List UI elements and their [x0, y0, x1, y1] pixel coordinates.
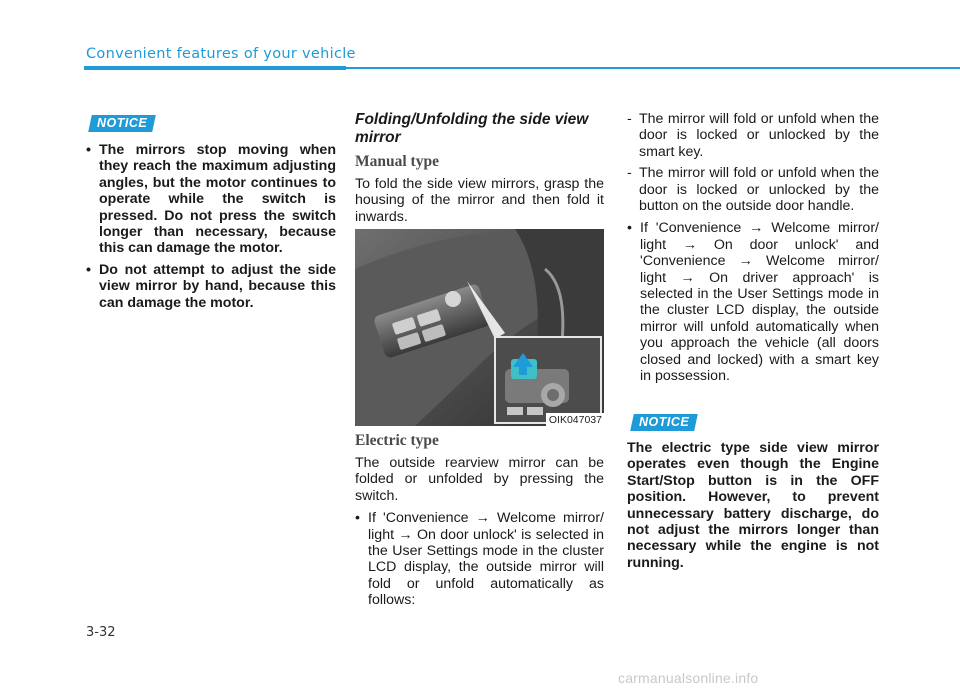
column-3 — [627, 111, 879, 385]
notice-bullet-1: • The mirrors stop moving when they reach the maximum adjusting angles, but the motor continues to operate while the switch is pressed. Do not press the switch longer than necessary, because this can damage the motor. — [86, 142, 336, 257]
electric-type-title: Electric type — [355, 432, 439, 449]
section-title: Folding/Unfolding the side view mirror — [355, 111, 589, 146]
notice-badge: NOTICE — [88, 115, 156, 132]
dash-item-2: - The mirror will fold or unfold when the door is locked or unlocked by the button on the outside door handle. — [627, 165, 879, 214]
section-header-title: Convenient features of your vehicle — [86, 46, 356, 62]
column-2-top — [355, 111, 604, 225]
column-2-bottom — [355, 432, 604, 609]
electric-type-bullet: • If 'Convenience → Welcome mirror/ light → On door unlock' is selected in the User Settings mode in the cluster LCD display, the outside mirror will fold or unfold automatically as follows: — [355, 510, 604, 608]
dash-item-1: - The mirror will fold or unfold when the door is locked or unlocked by the smart key. — [627, 111, 879, 160]
page-number: 3-32 — [86, 625, 116, 640]
notice-text-2: The electric type side view mirror operates even though the Engine Start/Stop button is in the OFF position. However, to prevent unnecessary battery discharge, do not adjust the mirrors longer than necessary while the engine is not running. — [627, 440, 879, 571]
door-panel-illustration — [355, 229, 604, 426]
header-rule-accent — [84, 66, 346, 70]
watermark: carmanualsonline.info — [618, 670, 759, 686]
electric-type-text: The outside rearview mirror can be folded or unfolded by pressing the switch. — [355, 455, 604, 504]
manual-type-title: Manual type — [355, 153, 439, 170]
notice-bullet-2: • Do not attempt to adjust the side view mirror by hand, because this can damage the motor. — [86, 262, 336, 311]
notice-column-1 — [86, 142, 336, 311]
auto-unfold-bullet: • If 'Convenience → Welcome mirror/ light → On door unlock' and 'Convenience → Welcome mirror/ light → On driver approach' is selected in the User Settings mode in the cluster LCD display, the outside mirror will unfold automatically when you approach the vehicle (all doors closed and locked) with a smart key in possession. — [627, 220, 879, 384]
mirror-switch-figure — [355, 229, 604, 426]
manual-type-text: To fold the side view mirrors, grasp the housing of the mirror and then fold it inwards. — [355, 176, 604, 225]
figure-caption: OIK047037 — [546, 413, 604, 426]
notice-badge-2: NOTICE — [630, 414, 698, 431]
